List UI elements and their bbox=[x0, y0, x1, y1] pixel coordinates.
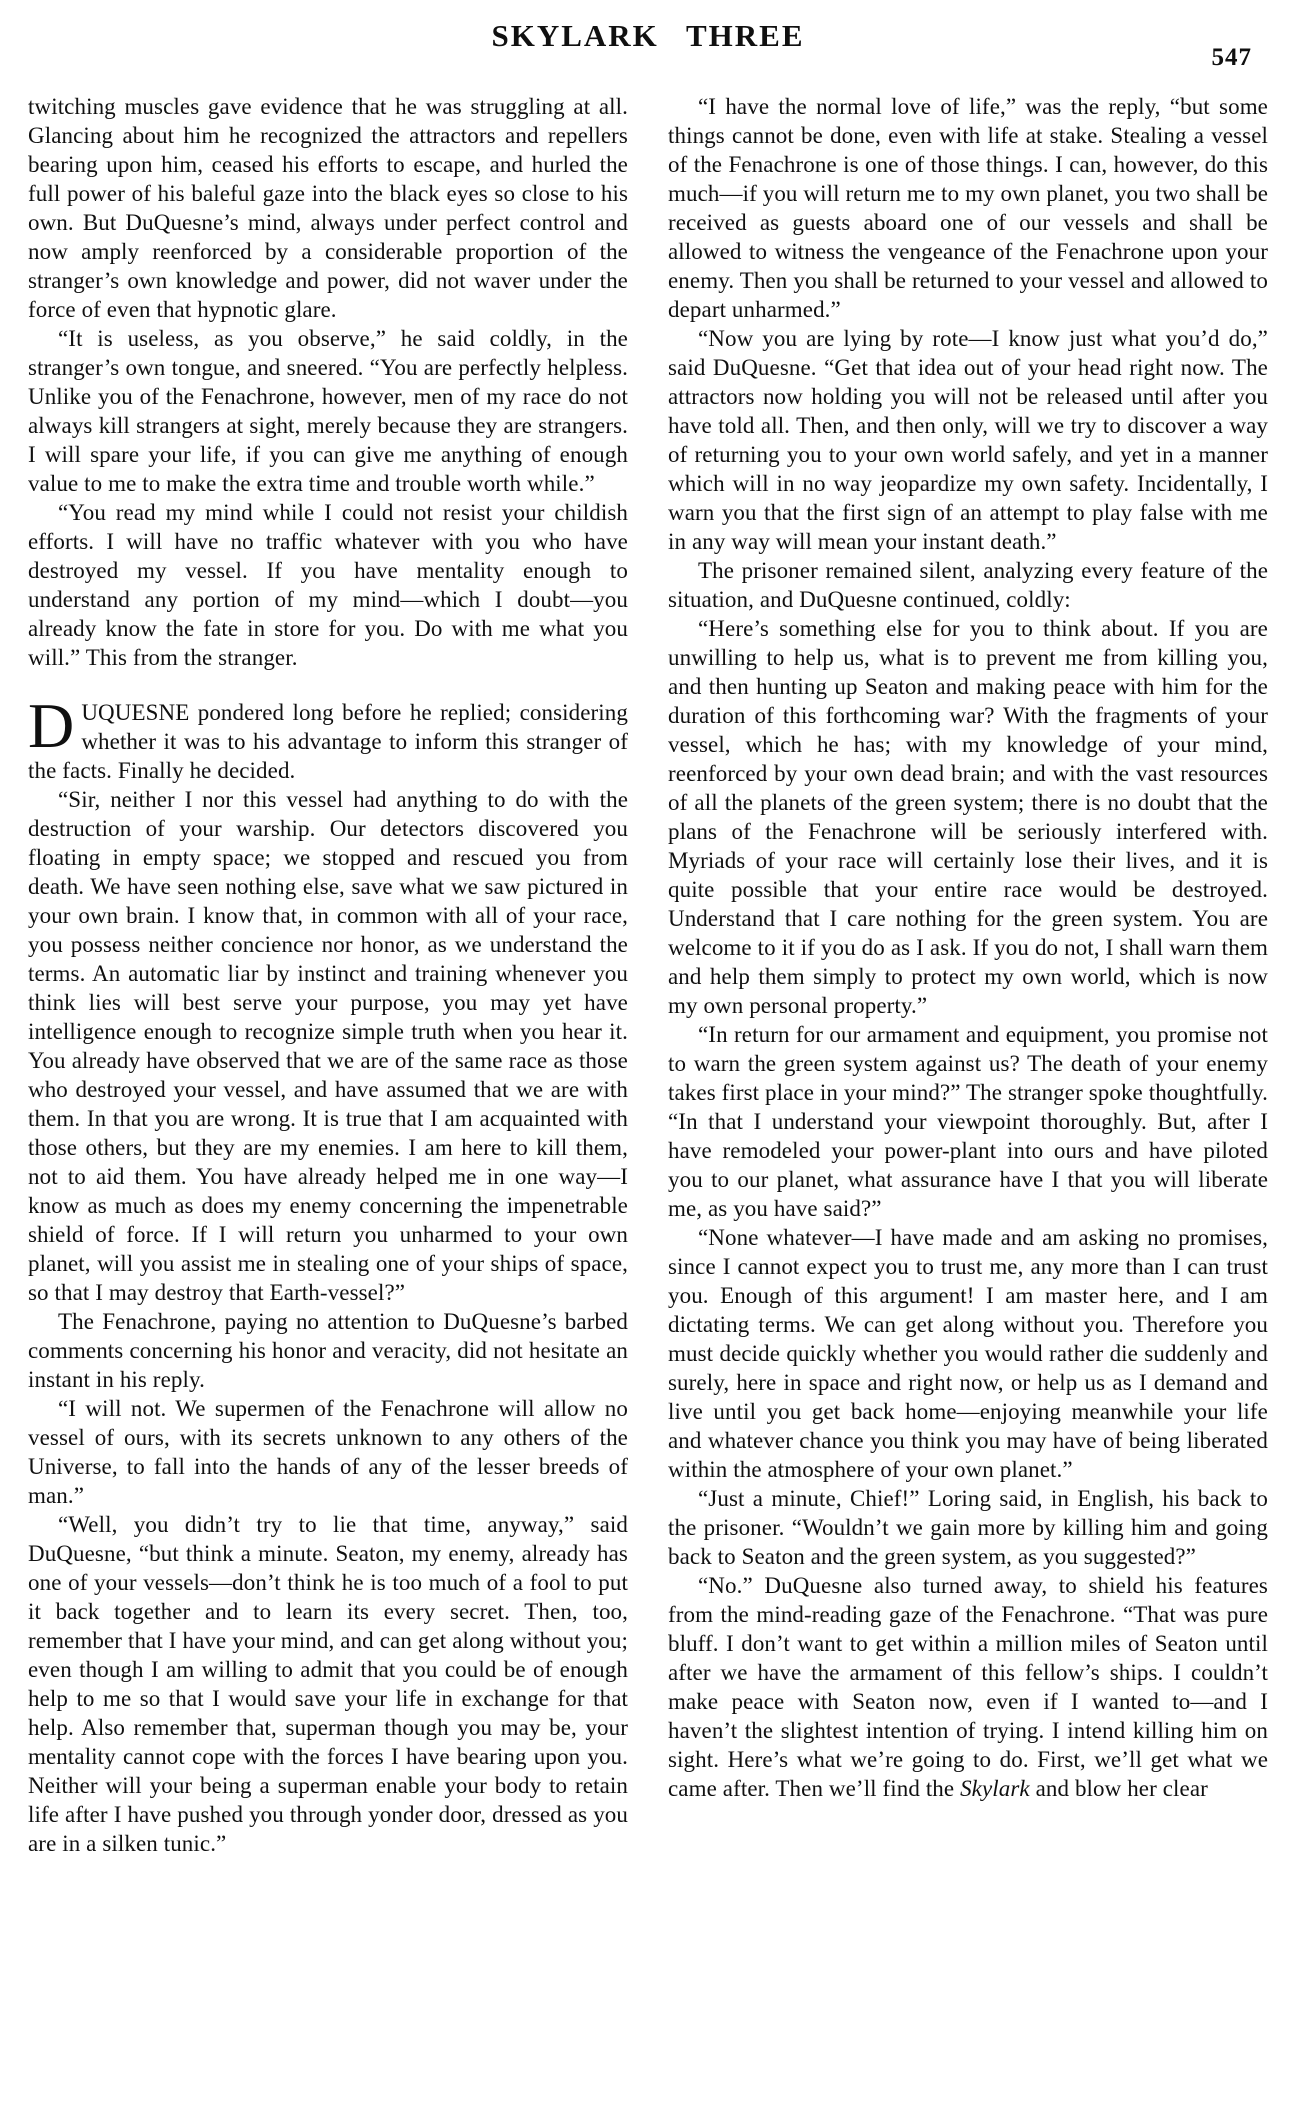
text-run: “In return for our armament and equipment, you promise not to warn the green system against us? The death of your enemy takes first place in your mind?” The stranger spoke thoughtfully. “In that I understand your viewpoint thoroughly. But, after I have remodeled your power-plant into ours and have piloted you to our planet, what assurance have I that you will liberate me, as you have said?” bbox=[668, 1022, 1268, 1221]
text-run: “No.” DuQuesne also turned away, to shield his features from the mind-reading gaze of the Fenachrone. “That was pure bluff. I don’t want to get within a million miles of Seaton until after we have the armament of this fellow’s ships. I couldn’t make peace with Seaton now, even if I wanted to—and I haven’t the slightest intention of trying. I intend killing him on sight. Here’s what we’re going to do. First, we’ll get what we came after. Then we’ll find the bbox=[668, 1573, 1268, 1801]
text-run: “Now you are lying by rote—I know just what you’d do,” said DuQuesne. “Get that idea out of your head right now. The attractors now holding you will not be released until after you have told all. Then, and then only, will we try to discover a way of returning you to your own world safely, and yet in a manner which will in no way jeopardize my own safety. Incidentally, I warn you that the first sign of an attempt to play false with me in any way will mean your instant death.” bbox=[668, 326, 1268, 554]
paragraph bbox=[668, 1020, 1268, 1223]
text-run: UQUESNE pondered long before he replied; considering whether it was to his advantage to inform this stranger of the facts. Finally he decided. bbox=[28, 700, 628, 783]
paragraph bbox=[668, 556, 1268, 614]
paragraph bbox=[28, 498, 628, 672]
paragraph bbox=[668, 324, 1268, 556]
right-column bbox=[668, 92, 1268, 1858]
paragraph bbox=[28, 785, 628, 1307]
paragraph bbox=[28, 1307, 628, 1394]
text-run: “It is useless, as you observe,” he said coldly, in the stranger’s own tongue, and sneered. “You are perfectly helpless. Unlike you of the Fenachrone, however, men of my race do not always kill strangers at sight, merely because they are strangers. I will spare your life, if you can give me anything of enough value to me to make the extra time and trouble worth while.” bbox=[28, 326, 628, 496]
paragraph bbox=[28, 1510, 628, 1858]
text-run: “Just a minute, Chief!” Loring said, in English, his back to the prisoner. “Wouldn’t we gain more by killing him and going back to Seaton and the green system, as you suggested?” bbox=[668, 1486, 1268, 1569]
text-run: The prisoner remained silent, analyzing every feature of the situation, and DuQuesne continued, coldly: bbox=[668, 558, 1268, 612]
text-run: and blow her clear bbox=[1029, 1776, 1208, 1801]
text-columns bbox=[28, 92, 1268, 1858]
text-run: “None whatever—I have made and am asking no promises, since I cannot expect you to trust me, any more than I can trust you. Enough of this argument! I am master here, and I am dictating terms. We can get along without you. Therefore you must decide quickly whether you would rather die suddenly and surely, here in space and right now, or help us as I demand and live until you get back home—enjoying meanwhile your life and whatever chance you think you may have of being liberated within the atmosphere of your own planet.” bbox=[668, 1225, 1268, 1482]
paragraph bbox=[28, 92, 628, 324]
italic-text-run: Skylark bbox=[960, 1776, 1030, 1801]
text-run: “I have the normal love of life,” was the reply, “but some things cannot be done, even with life at stake. Stealing a vessel of the Fenachrone is one of those things. I can, however, do this much—if you will return me to my own planet, you two shall be received as guests aboard one of our vessels and shall be allowed to witness the vengeance of the Fenachrone upon your enemy. Then you shall be returned to your vessel and allowed to depart unharmed.” bbox=[668, 94, 1268, 322]
paragraph bbox=[668, 1223, 1268, 1484]
text-run: “Sir, neither I nor this vessel had anything to do with the destruction of your warship. Our detectors discovered you floating in empty space; we stopped and rescued you from death. We have seen nothing else, save what we saw pictured in your own brain. I know that, in common with all of your race, you possess neither concience nor honor, as we understand the terms. An automatic liar by instinct and training whenever you think lies will best serve your purpose, you may yet have intelligence enough to recognize simple truth when you hear it. You already have observed that we are of the same race as those who destroyed your vessel, and have assumed that we are with them. In that you are wrong. It is true that I am acquainted with those others, but they are my enemies. I am here to kill them, not to aid them. You have already helped me in one way—I know as much as does my enemy concerning the impenetrable shield of force. If I will return you unharmed to your own planet, will you assist me in stealing one of your ships of space, so that I may destroy that Earth-vessel?” bbox=[28, 787, 628, 1305]
drop-cap: D bbox=[28, 690, 75, 761]
page-number: 547 bbox=[1211, 44, 1252, 71]
left-column bbox=[28, 92, 628, 1858]
text-run: twitching muscles gave evidence that he was struggling at all. Glancing about him he recognized the attractors and repellers bearing upon him, ceased his efforts to escape, and hurled the full power of his baleful gaze into the black eyes so close to his own. But DuQuesne’s mind, always under perfect control and now amply reenforced by a considerable proportion of the stranger’s own knowledge and power, did not waver under the force of even that hypnotic glare. bbox=[28, 94, 628, 322]
paragraph bbox=[28, 690, 628, 785]
page-header bbox=[28, 10, 1268, 76]
text-run: “Well, you didn’t try to lie that time, anyway,” said DuQuesne, “but think a minute. Seaton, my enemy, already has one of your vessels—don’t think he is too much of a fool to put it back together and to learn its every secret. Then, too, remember that I have your mind, and can get along without you; even though I am willing to admit that you could be of enough help to me so that I would save your life in exchange for that help. Also remember that, superman though you may be, your mentality cannot cope with the forces I have bearing upon you. Neither will your being a superman enable your body to retain life after I have pushed you through yonder door, dressed as you are in a silken tunic.” bbox=[28, 1512, 628, 1856]
paragraph bbox=[28, 324, 628, 498]
paragraph bbox=[28, 1394, 628, 1510]
paragraph bbox=[668, 92, 1268, 324]
paragraph bbox=[668, 614, 1268, 1020]
text-run: The Fenachrone, paying no attention to DuQuesne’s barbed comments concerning his honor and veracity, did not hesitate an instant in his reply. bbox=[28, 1309, 628, 1392]
paragraph bbox=[668, 1571, 1268, 1803]
text-run: “I will not. We supermen of the Fenachrone will allow no vessel of ours, with its secrets unknown to any others of the Universe, to fall into the hands of any of the lesser breeds of man.” bbox=[28, 1396, 628, 1508]
text-run: “You read my mind while I could not resist your childish efforts. I will have no traffic whatever with you who have destroyed my vessel. If you have mentality enough to understand any portion of my mind—which I doubt—you already know the fate in store for you. Do with me what you will.” This from the stranger. bbox=[28, 500, 628, 670]
page-title: SKYLARK THREE bbox=[491, 18, 805, 53]
paragraph bbox=[668, 1484, 1268, 1571]
text-run: “Here’s something else for you to think about. If you are unwilling to help us, what is to prevent me from killing you, and then hunting up Seaton and making peace with him for the duration of this forthcoming war? With the fragments of your vessel, which he has; with my knowledge of your mind, reenforced by your own dead brain; and with the vast resources of all the planets of the green system; there is no doubt that the plans of the Fenachrone will be seriously interfered with. Myriads of your race will certainly lose their lives, and it is quite possible that your entire race would be destroyed. Understand that I care nothing for the green system. You are welcome to it if you do as I ask. If you do not, I shall warn them and help them simply to protect my own world, which is now my own personal property.” bbox=[668, 616, 1268, 1018]
